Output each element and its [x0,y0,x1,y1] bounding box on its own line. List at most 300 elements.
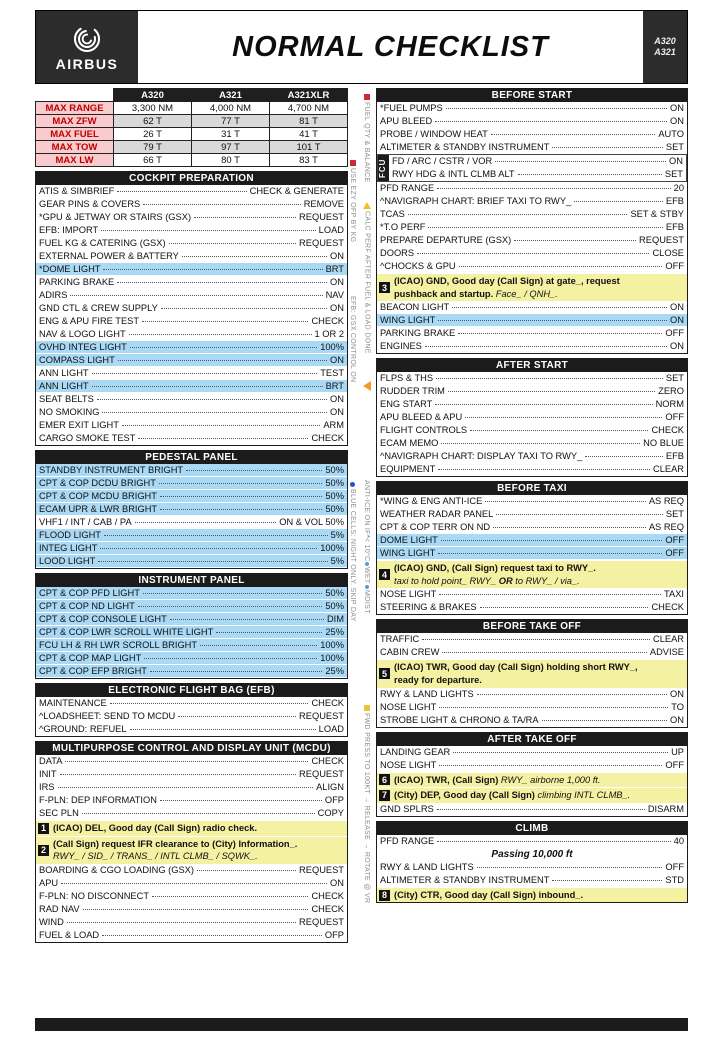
item-value: LOAD [318,724,344,734]
checklist-item [377,759,687,772]
dotted-leader [160,800,322,801]
dotted-leader [485,501,646,502]
dotted-leader [470,430,648,431]
checklist-item [377,874,687,887]
spec-cell: 83 T [270,154,348,167]
checklist-item [36,697,347,710]
item-value: ON [670,341,684,352]
footer-bar [35,1018,688,1031]
checklist-item [36,890,347,903]
fcu-group-label: FCU [378,155,389,181]
spec-row [36,102,348,115]
item-value: SET & STBY [630,209,684,219]
fcu-group [377,154,687,182]
section-after-take-off [376,732,688,817]
section-before-taxi [376,481,688,615]
yellow-flag-icon [364,705,370,711]
checklist-item [36,768,347,781]
dotted-leader [458,333,662,334]
dotted-leader [200,645,317,646]
item-value: ON [330,407,344,417]
checklist-item [36,328,347,341]
text-segment: taxi to hold point_ RWY_ [394,575,499,586]
spec-cell: 3,300 NM [114,102,192,115]
checklist-item [36,665,347,678]
item-value: OFF [665,861,684,872]
divider-note [349,296,356,382]
item-value: 100% [320,640,344,650]
airbus-logo-block [36,11,138,83]
dotted-leader [98,561,327,562]
item-label: F-PLN: DEP INFORMATION [39,795,157,805]
item-label: ^GROUND: REFUEL [39,724,127,734]
spec-cell: 4,700 NM [270,102,348,115]
checklist-item [36,916,347,929]
item-label: *T.O PERF [380,222,426,232]
text-segment: RWY_ airborne 1,000 ft. [500,774,601,785]
model-a320: A320 [654,36,676,46]
item-value: REQUEST [299,916,344,927]
item-value: ON [330,394,344,404]
section-pedestal-panel [35,450,348,569]
text-segment: FUEL QTY & BALANCE [363,102,370,183]
droplet-icon [365,562,369,566]
checklist-item [377,714,687,727]
checklist-item [377,340,687,353]
section-cockpit-preparation [35,171,348,446]
item-value: 25% [325,627,344,637]
dotted-leader [585,456,663,457]
item-value: REQUEST [639,235,684,245]
item-value: OFP [324,929,344,940]
checklist-item [36,794,347,807]
checklist-item [377,688,687,701]
item-value: CHECK & GENERATE [249,186,344,196]
dotted-leader [518,174,662,175]
dotted-leader [118,360,327,361]
section-climb [376,821,688,904]
checklist-item [36,555,347,568]
spec-table [35,88,348,167]
dotted-leader [144,658,317,659]
item-label: NO SMOKING [39,407,100,417]
divider-note [363,381,371,391]
checklist-item [377,633,687,646]
item-label: ANN LIGHT [39,381,89,391]
item-label: TRAFFIC [380,634,420,645]
checklist-item [36,613,347,626]
checklist-item [36,419,347,432]
item-value: ON [670,116,684,126]
spec-row-label: MAX FUEL [36,128,114,141]
item-value: OFP [324,795,344,805]
item-value: SET [664,169,683,179]
checklist-item [377,195,687,208]
section-title: AFTER START [377,359,687,372]
item-label: APU [39,877,59,888]
spec-cell: 62 T [114,115,192,128]
item-value: OFF [665,535,684,546]
checklist-item [36,211,347,224]
dotted-leader [161,308,327,309]
item-label: STANDBY INSTRUMENT BRIGHT [39,465,184,475]
item-value: SET [665,142,684,152]
checklist-item [377,746,687,759]
dotted-leader [425,346,667,347]
item-label: PARKING BRAKE [39,277,115,287]
item-label: RWY & LAND LIGHTS [380,861,474,872]
checklist-item [377,208,687,221]
item-label: RWY HDG & INTL CLMB ALT [392,169,515,179]
item-value: REQUEST [299,212,344,222]
dotted-leader [552,880,662,881]
item-value: 100% [320,653,344,663]
item-value: REMOVE [303,199,344,209]
section-title: INSTRUMENT PANEL [36,574,347,587]
text-segment: pushback and startup. [394,288,496,299]
item-label: MAINTENANCE [39,698,107,708]
checklist-item [377,861,687,874]
text-segment: BLUE CELLS: NIGHT ONLY. SKIP DAY [349,489,356,622]
page-title: NORMAL CHECKLIST [232,30,549,63]
checklist-item [36,529,347,542]
checklist-item [36,302,347,315]
checklist-item [36,315,347,328]
checklist-item [36,781,347,794]
dotted-leader [441,540,663,541]
checklist-item [377,327,687,340]
checklist-item [36,503,347,516]
item-label: PARKING BRAKE [380,328,456,339]
item-value: OFF [665,759,684,770]
section-title: BEFORE TAXI [377,482,687,495]
item-label: *FUEL PUMPS [380,103,443,113]
item-label: ENGINES [380,341,422,352]
item-value: ADVISE [649,647,684,658]
text-segment: MOIST [363,589,370,614]
item-label: ECAM UPR & LWR BRIGHT [39,504,158,514]
item-value: 5% [330,556,344,566]
item-value: CHECK [311,433,344,443]
dotted-leader [552,147,662,148]
item-label: SEAT BELTS [39,394,94,404]
item-label: FLPS & THS [380,373,434,384]
right-column [376,88,688,907]
checklist-item [36,652,347,665]
text-segment: (ICAO) GND, (Call Sign) request taxi to RWY_. [394,563,596,574]
item-value: 50% [325,504,344,514]
radio-line [394,562,685,575]
dotted-leader [446,108,667,109]
text-segment: (ICAO) TWR, Good day (Call Sign) holding short RWY_, [394,662,638,673]
checklist-item [36,542,347,555]
checklist-item [36,276,347,289]
checklist-item [377,450,687,463]
divider-note [363,480,370,613]
spec-cell: 66 T [114,154,192,167]
item-label: LOOD LIGHT [39,556,96,566]
dotted-leader [142,321,308,322]
text-segment: OR [498,575,513,586]
divider-note [363,703,370,903]
item-label: EQUIPMENT [380,464,436,475]
dotted-leader [150,671,322,672]
dotted-leader [194,217,296,218]
dotted-leader [438,469,650,470]
item-label: *WING & ENG ANTI-ICE [380,496,483,507]
radio-line [394,288,685,301]
item-value: REQUEST [299,238,344,248]
spec-cell: 31 T [192,128,270,141]
radio-call [377,560,687,588]
radio-call [36,836,347,864]
checklist-item [377,260,687,273]
item-label: GEAR PINS & COVERS [39,199,141,209]
checklist-item [377,141,687,154]
item-label: *DOME LIGHT [39,264,101,274]
dotted-leader [117,191,246,192]
dotted-leader [152,896,308,897]
item-label: LANDING GEAR [380,746,451,757]
radio-number: 4 [379,569,390,580]
checklist-item [377,234,687,247]
spec-row [36,115,348,128]
item-value: CLEAR [652,464,684,475]
item-value: CHECK [311,890,344,901]
section-title: AFTER TAKE OFF [377,733,687,746]
radio-line [394,774,685,787]
radio-number: 3 [379,282,390,293]
dotted-leader [159,483,322,484]
checklist-item [36,477,347,490]
checklist-item [36,237,347,250]
section-title: BEFORE TAKE OFF [377,620,687,633]
item-value: 50% [325,478,344,488]
item-label: NOSE LIGHT [380,759,437,770]
item-value: AUTO [658,129,684,139]
item-label: FLIGHT CONTROLS [380,425,468,436]
checklist-item [36,929,347,942]
item-label: ^LOADSHEET: SEND TO MCDU [39,711,176,721]
text-segment: WET [363,567,370,584]
checklist-item [377,646,687,659]
checklist-item [36,864,347,877]
item-value: UP [671,746,684,757]
item-value: OFF [665,328,684,339]
item-value: 50% [325,588,344,598]
snowflake-icon: * [363,534,370,538]
item-value: ON & VOL 50% [279,517,344,527]
item-value: ON [669,156,683,166]
dotted-leader [101,230,315,231]
dotted-leader [70,295,322,296]
dotted-leader [439,594,661,595]
section-before-take-off [376,619,688,727]
checklist-item [377,495,687,508]
item-value: DISARM [647,803,684,814]
dotted-leader [83,909,309,910]
checklist-item [36,406,347,419]
checklist-item [36,755,347,768]
item-label: FD / ARC / CSTR / VOR [392,156,493,166]
item-value: AS REQ [648,522,684,533]
dotted-leader [491,134,656,135]
checklist-item [36,393,347,406]
checklist-item [36,639,347,652]
section-instrument-panel [35,573,348,679]
checklist-item [36,903,347,916]
item-label: NOSE LIGHT [380,701,437,712]
item-label: INTEG LIGHT [39,543,98,553]
checklist-item [36,289,347,302]
item-value: ON [670,688,684,699]
text-segment: (City) CTR, Good day (Call Sign) inbound_. [394,889,584,900]
text-segment: USE EZY OFP BY KG [349,168,356,243]
item-value: EFB [665,196,684,206]
checklist-item [36,198,347,211]
item-label: CPT & COP EFP BRIGHT [39,666,147,676]
dotted-leader [408,214,628,215]
text-segment: (ICAO) DEL, Good day (Call Sign) radio check. [53,823,258,833]
item-value: SET [665,373,684,384]
checklist-item [377,463,687,476]
checklist-item [36,723,347,736]
dotted-leader [574,201,663,202]
checklist-item [377,301,687,314]
item-value: 50% [325,491,344,501]
checklist-item [36,250,347,263]
item-value: CHECK [311,316,344,326]
checklist-item [36,490,347,503]
text-segment: (City) DEP, Good day (Call Sign) [394,790,538,801]
dotted-leader [160,496,322,497]
item-label: APU BLEED & APU [380,412,463,423]
spec-row-label: MAX ZFW [36,115,114,128]
spec-column-header: A320 [114,89,192,102]
item-label: CABIN CREW [380,647,440,658]
dotted-leader [169,243,296,244]
text-segment: CALC PERF AFTER FUEL & LOAD DONE [363,211,371,354]
left-column [35,88,348,947]
dotted-leader [438,320,667,321]
radio-number: 7 [379,790,390,801]
item-label: ANN LIGHT [39,368,89,378]
item-label: APU BLEED [380,116,433,126]
item-value: ON [670,315,684,326]
checklist-item [36,587,347,600]
item-label: *GPU & JETWAY OR STAIRS (GSX) [39,212,192,222]
text-segment: ANTI-ICE ON IF [363,480,370,535]
spec-row [36,154,348,167]
item-value: ZERO [658,386,684,397]
dotted-leader [103,269,322,270]
warning-triangle-icon [363,202,371,209]
dotted-leader [97,399,327,400]
item-value: CHECK [651,602,684,613]
dotted-leader [122,425,320,426]
dotted-leader [448,391,655,392]
radio-number: 6 [379,774,390,785]
spec-cell: 101 T [270,141,348,154]
checklist-item [36,807,347,820]
fcu-group-rows [389,155,686,181]
dotted-leader [496,514,663,515]
item-value: 40 [673,835,684,846]
item-label: DATA [39,756,63,766]
item-label: VHF1 / INT / CAB / PA [39,517,132,527]
dotted-leader [143,593,322,594]
dotted-leader [138,438,308,439]
radio-call [36,820,347,836]
checklist-item [36,263,347,276]
radio-line [394,575,685,588]
item-label: NAV & LOGO LIGHT [39,329,126,339]
spec-header-row [36,89,348,102]
checklist-item [36,432,347,445]
droplet-icon [365,585,369,589]
checklist-item [389,168,686,181]
dotted-leader [422,639,650,640]
divider-note [349,480,356,622]
item-label: ALTIMETER & STANDBY INSTRUMENT [380,142,550,152]
item-value: ON [330,303,344,313]
dotted-leader [442,652,646,653]
item-value: OFF [665,261,684,271]
section-electronic-flight-bag-efb [35,683,348,737]
item-label: RAD NAV [39,903,80,914]
section-title: BEFORE START [377,89,687,102]
checklist-item [377,115,687,128]
checklist-item [36,516,347,529]
item-label: IRS [39,782,55,792]
radio-text [392,888,687,903]
item-label: BEACON LIGHT [380,302,450,313]
checklist-item [36,626,347,639]
item-value: TAXI [664,589,684,600]
spec-cell: 97 T [192,141,270,154]
orange-arrow-icon [363,381,371,391]
dotted-leader [67,922,296,923]
dotted-leader [104,535,328,536]
checklist-item [377,701,687,714]
item-label: GND CTL & CREW SUPPLY [39,303,158,313]
checklist-item [36,224,347,237]
section-multipurpose-control-and-display-unit-mcdu [35,741,348,943]
radio-line [53,850,345,863]
dotted-leader [186,470,322,471]
section-title: CLIMB [377,822,687,835]
item-label: SEC PLN [39,808,79,818]
checklist-item [36,877,347,890]
checklist-item [377,803,687,816]
item-value: EFB [665,451,684,462]
item-value: 20 [673,183,684,193]
dotted-leader [130,729,316,730]
item-value: BRT [325,264,344,274]
item-value: NAV [325,290,344,300]
spec-column-header: A321 [192,89,270,102]
radio-line [394,275,685,288]
item-label: CPT & COP DCDU BRIGHT [39,478,156,488]
checklist-item [377,314,687,327]
item-label: STEERING & BRAKES [380,602,477,613]
item-label: TCAS [380,209,405,219]
dotted-leader [60,774,296,775]
text-segment: < 10°C [363,537,370,562]
radio-call [377,887,687,903]
checklist-item [377,508,687,521]
item-label: FCU LH & RH LWR SCROLL BRIGHT [39,640,198,650]
